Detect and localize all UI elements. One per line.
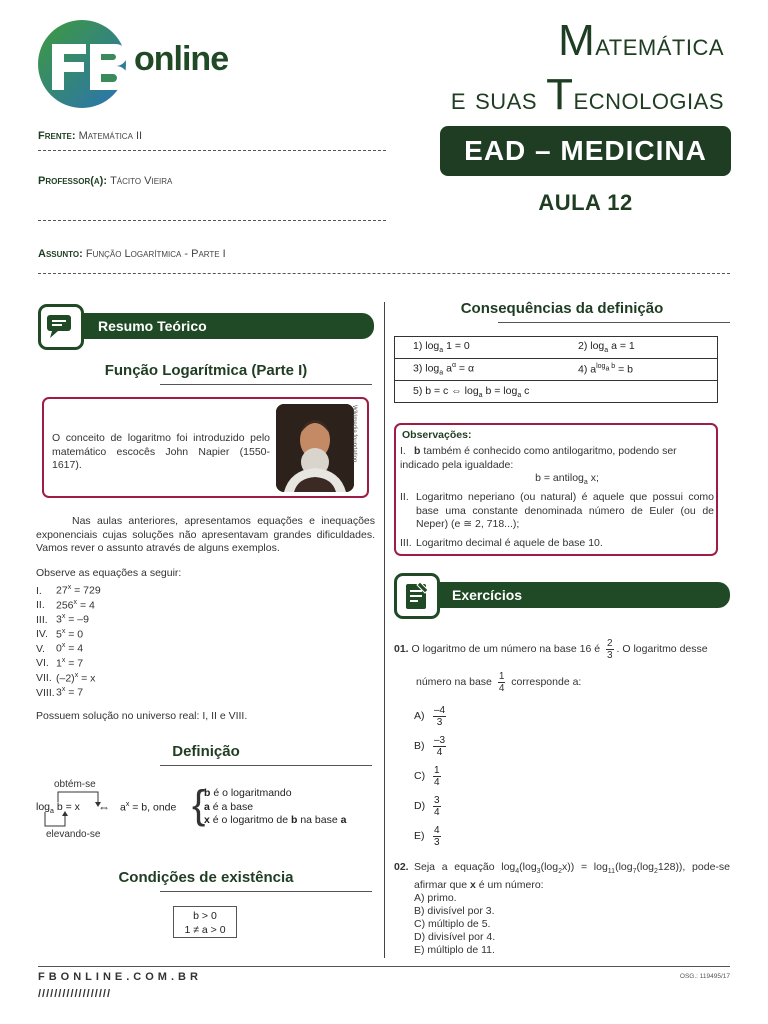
answer-option[interactable]: C) múltiplo de 5. [414,918,491,931]
image-credit: Wikimedia foundation [351,405,357,463]
equation-item: I. $27^x = 729$ [36,584,101,597]
subject-title-line1: Matemática [558,16,724,65]
observation-1: I. b também é conhecido como antilogaritmo, podendo ser indicado pela igualdade: b = antilog$_a$ x; [400,445,677,487]
fraction: $\frac{1}{4}$ [434,764,440,788]
elevando-label: elevando-se [46,829,101,840]
resumo-banner: Resumo Teórico [60,313,374,339]
consequencias-underline [498,322,730,323]
condition-b: b > 0 [193,910,217,922]
answer-option[interactable]: E) $\frac{4}{3}$ [414,824,440,848]
frente-field: Frente: Matemática II [38,130,386,151]
footer-osg: OSG.: 119495/17 [679,973,730,980]
def-right-expression: $a^x = b$, onde [120,801,177,814]
funcao-title: Função Logarítmica (Parte I) [104,362,308,379]
solution-text: Possuem solução no universo real: I, II e VIII. [36,710,248,722]
footer-rule [38,966,730,967]
condicoes-underline [160,891,372,892]
logo-online-text: online [134,40,229,78]
observations-box [394,423,718,556]
table-cell: 4) $a^{log_a b} = b$ [578,363,633,376]
lesson-number: AULA 12 [538,190,633,215]
intro-paragraph: Nas aulas anteriores, apresentamos equações e inequações exponenciais cujas soluções não apresentavam grandes dificuldades. Vamos rever o assunto através de alguns exemplos. [36,515,375,554]
fb-online-logo [36,18,236,110]
condition-a: 1 ≠ a > 0 [184,924,226,936]
question-1: 01. O logaritmo de um número na base 16 é $\frac{2}{3}$ . O logaritmo desse [394,637,708,661]
equation-item: III. $3^x = -9$ [36,613,89,626]
column-divider [384,302,385,958]
fraction: $\frac{4}{3}$ [434,824,440,848]
equation-item: VI. $1^x = 7$ [36,656,84,670]
professor-field: Professor(a): Tácito Vieira [38,175,386,221]
chat-icon [38,304,84,350]
question-2: 02. Seja a equação $\log_4(\log_3(\log_2x)) = \log_{11}(\log_7(\log_2128))$, pode-se afirmar que x é um número: A) primo. B) divisível por 3. C) múltiplo de 5. D) divisível por 4. E) múltiplo de 11. [394,861,730,957]
def-explanation: b é o logaritmando a é a base x é o logaritmo de b na base a [204,787,347,826]
observation-2: II. Logaritmo neperiano (ou natural) é aquele que possui como base uma constante denominada número de Euler (ou de Neper) (e ≅ 2, 718...); [400,491,714,530]
footer-slashes: ////////////////// [38,988,112,1000]
assunto-field: Assunto: Função Logarítmica - Parte I [38,248,730,274]
equation-item: VII. $(-2)^x = x$ [36,671,96,685]
existence-conditions-box [173,906,237,938]
notebook-icon [394,573,440,619]
question-1-options [414,701,449,851]
answer-option[interactable]: B) divisível por 3. [414,905,495,918]
iff-symbol: ⇔ [98,800,110,814]
course-banner: EAD – MEDICINA [440,126,731,176]
fraction: $\frac{1}{4}$ [498,670,505,694]
brace: { [192,783,206,827]
table-row [395,381,717,403]
table-row [395,359,717,381]
consequences-table [394,336,718,403]
fraction: $\frac{-4}{3}$ [434,704,446,728]
funcao-underline [160,384,372,385]
table-cell: 5) b = c ⇔ $\log_a b = \log_a c$ [413,384,530,400]
answer-option[interactable]: A) $\frac{-4}{3}$ [414,704,446,728]
definicao-title: Definição [172,743,240,760]
fraction: $\frac{3}{4}$ [434,794,440,818]
consequencias-title: Consequências da definição [460,300,664,317]
answer-option[interactable]: B) $\frac{-3}{4}$ [414,734,446,758]
table-cell: 3) $\log_a a^\alpha = \alpha$ [413,362,475,377]
observe-text: Observe as equações a seguir: [36,567,182,579]
fraction: $\frac{-3}{4}$ [434,734,446,758]
table-row [395,337,717,359]
question-1-cont: número na base $\frac{1}{4}$ corresponde a: [416,670,582,694]
definition-diagram [36,776,376,844]
definicao-underline [160,765,372,766]
fraction: $\frac{2}{3}$ [606,637,613,661]
equation-item: $VIII.3^x = 7$ [36,686,84,699]
table-cell: 1) $\log_a 1 = 0$ [413,340,470,355]
subject-title-line2: e suas Tecnologias [450,70,724,119]
napier-box [42,397,369,498]
exercicios-banner: Exercícios [418,582,730,608]
answer-option[interactable]: D) $\frac{3}{4}$ [414,794,440,818]
table-cell: 2) $\log_a a = 1$ [578,340,635,355]
equation-item: IV. $5^x = 0$ [36,627,84,641]
equation-item: II. $256^x = 4$ [36,598,95,612]
napier-portrait [276,404,354,492]
answer-option[interactable]: E) múltiplo de 11. [414,944,495,957]
obtem-label: obtém-se [54,779,96,790]
answer-option[interactable]: A) primo. [414,892,457,905]
answer-option[interactable]: C) $\frac{1}{4}$ [414,764,440,788]
equation-list [36,581,196,698]
equation-item: V. $0^x = 4$ [36,642,84,655]
observations-title: Observações: [402,429,472,441]
condicoes-title: Condições de existência [118,869,294,886]
observation-3: III. Logaritmo decimal é aquele de base 10. [400,537,603,549]
answer-option[interactable]: D) divisível por 4. [414,931,496,944]
napier-text: O conceito de logaritmo foi introduzido pelo matemático escocês John Napier (1550-1617). [52,432,270,471]
def-left-expression: $\log_a b = x$ [36,801,80,816]
footer-site: FBONLINE.COM.BR [38,971,202,983]
question-2-options [414,892,730,957]
